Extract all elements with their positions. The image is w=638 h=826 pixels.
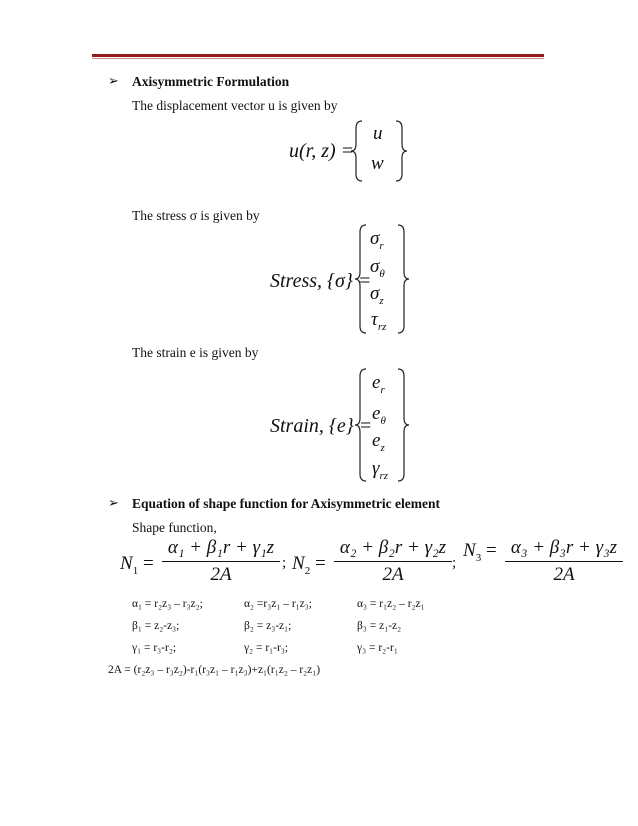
stress-sigma-theta: $\sigma_\theta$: [370, 256, 385, 280]
gamma-3: γ₃ = r₂-r₁: [357, 642, 398, 654]
stress-lhs: Stress, {σ} =: [270, 270, 372, 292]
n3-lhs: $N_3$ =: [463, 540, 497, 564]
strain-lhs: Strain, {e} =: [270, 415, 373, 437]
alpha-1: α₁ = r₂z₃ – r₃z₂;: [132, 598, 203, 610]
n2-denominator: 2A: [382, 564, 404, 585]
bullet-arrow-icon: ➢: [108, 496, 119, 511]
stress-sigma-r: $\sigma_r$: [370, 228, 384, 252]
n1-fraction: [162, 537, 280, 586]
stress-tau-rz: $\tau_{rz}$: [371, 309, 387, 333]
n1-numerator: α₁ + β₁r + γ₁z: [167, 537, 275, 558]
section-heading-shape-function: Equation of shape function for Axisymmetric element: [132, 496, 440, 511]
two-a-expression: 2A = (r₂z₃ – r₃z₂)-r₁(r₃z₁ – r₁z₃)+z₁(r₁z₂ – r₂z₁): [108, 664, 321, 676]
strain-e-r: $e_r$: [372, 372, 385, 396]
strain-intro: The strain e is given by: [132, 345, 259, 360]
beta-1: β₁ = z₂-z₃;: [132, 620, 180, 632]
header-rule: [92, 54, 544, 57]
strain-e-theta: $e_\theta$: [372, 403, 386, 427]
strain-gamma-rz: $\gamma_{rz}$: [372, 458, 389, 482]
n2-fraction: [334, 537, 452, 586]
section-heading-axisymmetric: Axisymmetric Formulation: [132, 74, 290, 89]
alpha-3: α₃ = r₁z₂ – r₂z₁: [357, 598, 425, 610]
displacement-lhs: u(r, z) =: [289, 140, 355, 162]
gamma-2: γ₂ = r₁-r₃;: [244, 642, 289, 654]
shape-function-label: Shape function,: [132, 520, 217, 535]
displacement-intro: The displacement vector u is given by: [132, 98, 338, 113]
bullet-arrow-icon: ➢: [108, 74, 119, 89]
gamma-1: γ₁ = r₃-r₂;: [132, 642, 177, 654]
n2-numerator: α₂ + β₂r + γ₂z: [339, 537, 447, 558]
n3-denominator: 2A: [553, 564, 575, 585]
stress-sigma-z: $\sigma_z$: [370, 283, 384, 307]
displacement-u: u: [373, 123, 383, 144]
beta-3: β₃ = z₁-z₂: [357, 620, 402, 632]
strain-e-z: $e_z$: [372, 430, 385, 454]
n1-lhs: $N_1$ =: [120, 553, 154, 577]
sep-2: ;: [452, 555, 457, 571]
stress-intro: The stress σ is given by: [132, 208, 260, 223]
beta-2: β₂ = z₃-z₁;: [244, 620, 292, 632]
n3-fraction: [505, 537, 623, 586]
n3-numerator: α₃ + β₃r + γ₃z: [510, 537, 618, 558]
alpha-2: α₂ =r₃z₁ – r₁z₃;: [244, 598, 312, 610]
displacement-w: w: [371, 153, 384, 174]
n2-lhs: $N_2$ =: [292, 553, 326, 577]
sep-1: ;: [282, 555, 287, 571]
n1-denominator: 2A: [210, 564, 232, 585]
header-rule-thin: [92, 58, 544, 59]
